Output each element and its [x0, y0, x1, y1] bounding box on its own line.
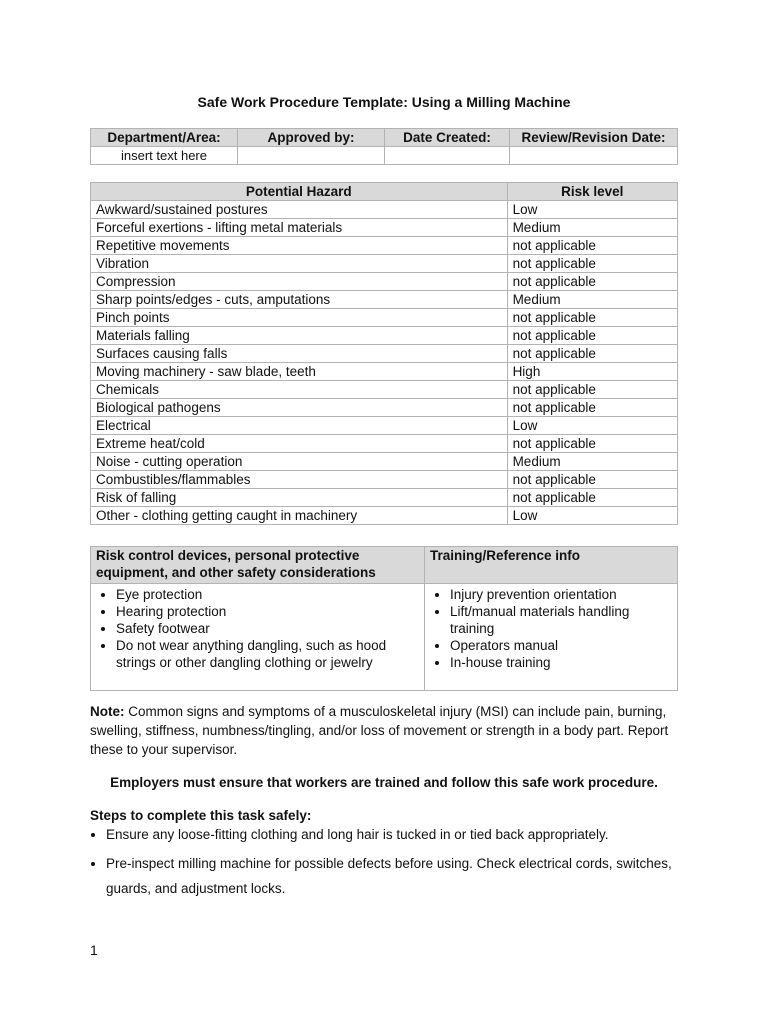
hazard-row [91, 471, 678, 489]
hazard-name: Extreme heat/cold [91, 435, 508, 453]
controls-body-row [91, 584, 678, 691]
hazard-name: Vibration [91, 255, 508, 273]
ppe-item: • Eye protection [116, 586, 419, 603]
hazard-table [90, 182, 678, 525]
note-text: Common signs and symptoms of a musculoskeletal injury (MSI) can include pain, burning, swelling, stiffness, numbness/tingling, and/or loss of movement or strength in a body part. Report these to your supervisor. [90, 704, 669, 757]
hazard-row [91, 381, 678, 399]
hazard-risk-level: not applicable [507, 273, 677, 291]
meta-value-date-created[interactable] [385, 147, 510, 165]
hazard-row [91, 399, 678, 417]
controls-table [90, 546, 678, 691]
hazard-risk-level: Low [507, 507, 677, 525]
hazard-row [91, 435, 678, 453]
ppe-item: • Do not wear anything dangling, such as hood strings or other dangling clothing or jewelry [116, 637, 419, 671]
controls-ppe-cell [91, 584, 425, 691]
hazard-risk-level: Medium [507, 219, 677, 237]
hazard-name: Compression [91, 273, 508, 291]
hazard-header-potential: Potential Hazard [91, 183, 508, 201]
page-number: 1 [90, 942, 98, 958]
step-item: • Ensure any loose-fitting clothing and long hair is tucked in or tied back appropriately. [106, 825, 680, 844]
hazard-risk-level: Medium [507, 291, 677, 309]
hazard-risk-level: not applicable [507, 381, 677, 399]
hazard-row [91, 489, 678, 507]
training-item: • Operators manual [450, 637, 672, 654]
hazard-risk-level: not applicable [507, 435, 677, 453]
controls-header-row [91, 547, 678, 584]
hazard-risk-level: High [507, 363, 677, 381]
hazard-name: Biological pathogens [91, 399, 508, 417]
hazard-name: Chemicals [91, 381, 508, 399]
hazard-name: Forceful exertions - lifting metal materials [91, 219, 508, 237]
hazard-name: Noise - cutting operation [91, 453, 508, 471]
training-item: • Lift/manual materials handling training [450, 603, 672, 637]
meta-table [90, 128, 678, 165]
training-item: • In-house training [450, 654, 672, 671]
steps-list [90, 825, 680, 901]
training-list [430, 586, 672, 671]
hazard-row [91, 453, 678, 471]
steps-heading: Steps to complete this task safely: [90, 808, 312, 823]
hazard-name: Awkward/sustained postures [91, 201, 508, 219]
hazard-header-row [91, 183, 678, 201]
hazard-row [91, 201, 678, 219]
hazard-risk-level: not applicable [507, 399, 677, 417]
hazard-name: Risk of falling [91, 489, 508, 507]
hazard-name: Repetitive movements [91, 237, 508, 255]
hazard-name: Electrical [91, 417, 508, 435]
page-title: Safe Work Procedure Template: Using a Milling Machine [197, 94, 571, 110]
hazard-name: Sharp points/edges - cuts, amputations [91, 291, 508, 309]
controls-header-ppe: Risk control devices, personal protective equipment, and other safety considerations [91, 547, 425, 584]
hazard-row [91, 327, 678, 345]
hazard-risk-level: Low [507, 417, 677, 435]
hazard-risk-level: not applicable [507, 489, 677, 507]
hazard-name: Surfaces causing falls [91, 345, 508, 363]
hazard-name: Other - clothing getting caught in machinery [91, 507, 508, 525]
hazard-risk-level: not applicable [507, 255, 677, 273]
hazard-risk-level: not applicable [507, 327, 677, 345]
meta-header-review-date: Review/Revision Date: [510, 129, 678, 147]
hazard-row [91, 273, 678, 291]
hazard-risk-level: not applicable [507, 471, 677, 489]
meta-value-review-date[interactable] [510, 147, 678, 165]
hazard-risk-level: not applicable [507, 309, 677, 327]
meta-value-row [91, 147, 678, 165]
meta-header-date-created: Date Created: [385, 129, 510, 147]
hazard-risk-level: Low [507, 201, 677, 219]
meta-header-department: Department/Area: [91, 129, 238, 147]
controls-header-training: Training/Reference info [425, 547, 678, 584]
hazard-risk-level: Medium [507, 453, 677, 471]
hazard-risk-level: not applicable [507, 237, 677, 255]
hazard-row [91, 309, 678, 327]
controls-training-cell [425, 584, 678, 691]
steps-section [90, 825, 680, 901]
hazard-row [91, 219, 678, 237]
note-paragraph [90, 702, 680, 759]
hazard-row [91, 417, 678, 435]
hazard-row [91, 237, 678, 255]
hazard-risk-level: not applicable [507, 345, 677, 363]
hazard-row [91, 255, 678, 273]
employers-statement: Employers must ensure that workers are trained and follow this safe work procedure. [110, 775, 658, 790]
step-item: • Pre-inspect milling machine for possible defects before using. Check electrical cords, switches, guards, and adjustment locks. [106, 851, 680, 901]
hazard-name: Moving machinery - saw blade, teeth [91, 363, 508, 381]
hazard-row [91, 363, 678, 381]
hazard-row [91, 345, 678, 363]
note-label: Note: [90, 704, 125, 719]
ppe-item: • Hearing protection [116, 603, 419, 620]
ppe-item: • Safety footwear [116, 620, 419, 637]
hazard-header-risk: Risk level [507, 183, 677, 201]
hazard-name: Materials falling [91, 327, 508, 345]
hazard-name: Combustibles/flammables [91, 471, 508, 489]
ppe-list [96, 586, 419, 671]
meta-header-approved: Approved by: [238, 129, 385, 147]
hazard-row [91, 291, 678, 309]
hazard-row [91, 507, 678, 525]
hazard-name: Pinch points [91, 309, 508, 327]
meta-header-row [91, 129, 678, 147]
hazard-rows [91, 201, 678, 525]
meta-value-approved[interactable] [238, 147, 385, 165]
training-item: • Injury prevention orientation [450, 586, 672, 603]
meta-value-department[interactable]: insert text here [91, 147, 238, 165]
